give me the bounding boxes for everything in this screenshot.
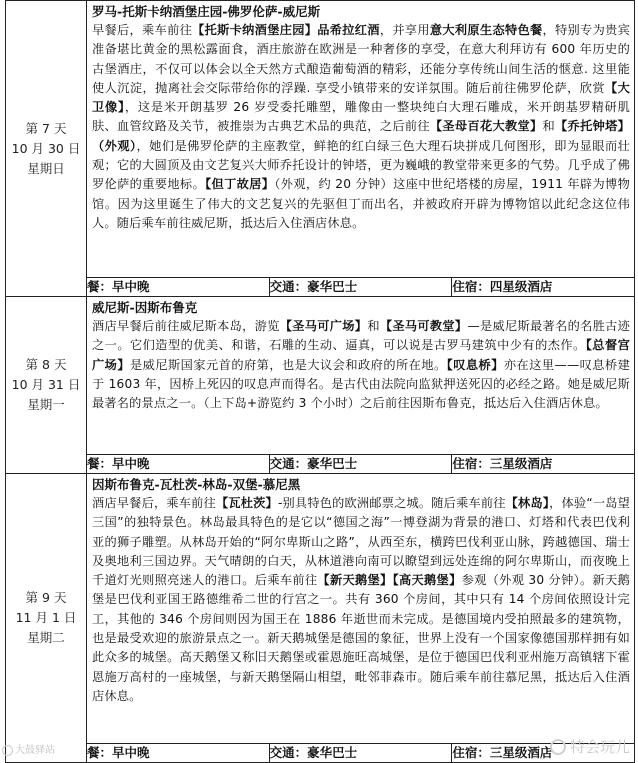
day-footer-row	[6, 744, 635, 763]
route-title: 因斯布鲁克-瓦杜茨-林岛-双堡-慕尼黑	[92, 477, 301, 492]
meals-text: 餐：早中晚	[87, 279, 150, 294]
day-description	[92, 494, 630, 706]
transport-cell	[269, 744, 452, 763]
day-day: 第 9 天	[25, 590, 67, 605]
route-title: 罗马-托斯卡纳酒堡庄园-佛罗伦萨-威尼斯	[92, 4, 321, 19]
watermark-left-text: 大鼓驿站	[15, 745, 55, 756]
day-footer-row	[6, 455, 635, 474]
day-cell	[6, 297, 87, 474]
watermark-right-text: 特会玩儿	[569, 738, 630, 756]
lodging-text: 住宿：四星级酒店	[452, 279, 553, 294]
itinerary-table	[5, 0, 635, 763]
transport-text: 交通：豪华巴士	[269, 279, 358, 294]
lodging-text: 住宿：三星级酒店	[452, 745, 553, 760]
transport-cell	[269, 278, 452, 297]
transport-text: 交通：豪华巴士	[269, 456, 358, 471]
day-content	[87, 474, 635, 744]
lodging-text: 住宿：三星级酒店	[452, 456, 553, 471]
description-text: 亦在这里——叹息桥建于 1603 年，因桥上死囚的叹息声而得名。是古代由法院向监狱押送死囚的必经之路。她是威尼斯最著名的景点之一。（上下岛+游览约 3 个小时）之后前往因斯布鲁克，抵达后入住酒店休息。	[92, 357, 630, 411]
description-text: 和	[542, 119, 556, 134]
day-description	[92, 317, 630, 413]
description-text: （外观，约 20 分钟）这座中世纪塔楼的房屋，1911 年辟为博物馆。因为这里诞生了伟大的文艺复兴的先驱但丁而出名，并被政府开辟为博物馆以此纪念这位伟人。随后乘车前往威尼斯，抵达后入住酒店休息。	[92, 177, 630, 230]
description-text: -别具特色的欧洲邮票之城。随后乘车前往	[277, 496, 506, 510]
day-day: 第 7 天	[25, 120, 67, 136]
description-text: 是威尼斯国家元首的府第，也是大议会和政府的所在地。	[130, 357, 447, 372]
watermark-logo-icon	[550, 739, 566, 755]
day-row	[6, 1, 635, 278]
transport-cell	[269, 455, 452, 474]
description-text: ，这是米开朗基罗 26 岁受委托雕塑，雕像由一整块纯白大理石雕成，米开朗基罗精研肌肤、血管纹路及关节，被推崇为古典艺术品的典范，之后前往	[92, 100, 630, 134]
day-content	[87, 1, 635, 278]
description-text: 和	[367, 319, 380, 333]
description-text: ，体验“一岛望三国”的独特景色。林岛最具特色的是它以“德国之海”一博登湖为背景的港口、灯塔和代表巴伐利亚的狮子雕塑。从林岛开始的“阿尔卑斯山之路”，从西至东，横跨巴伐利亚山脉，跨越德国、瑞士及奥地利三国边界。天气晴朗的白天，从林道港向南可以瞭望到远处连绵的阿尔卑斯山，而夜晚上千道灯光则照亮迷人的港口。后乘车前往	[92, 496, 631, 588]
description-text: —是威尼斯最著名的名胜古迹之一。它们造型的优美、和谐，石雕的生动、逼真，可以说是古罗马建筑中少有的杰作。	[92, 319, 631, 353]
highlight-text: 【圣母百花大教堂】	[429, 119, 543, 134]
description-text: ，她们是佛罗伦萨的主座教堂，鲜艳的红白绿三色大理石块拼成几何图形，即为显眼而壮观；它的大圆顶及由文艺复兴大师乔托设计的钟塔，更为巍峨的教堂带来更多的气势。几乎成了佛罗伦萨的重要地标。	[92, 138, 630, 192]
day-date: 10 月 31 日	[11, 377, 81, 392]
highlight-text: 【圣马可教堂】	[379, 319, 468, 333]
watermark-right	[550, 736, 630, 757]
highlight-text: 【托斯卡纳酒堡庄园】品希拉红酒	[192, 23, 380, 37]
highlight-text: 【叹息桥】	[446, 357, 504, 372]
day-row	[6, 297, 635, 455]
highlight-text: 【乔托钟塔】（外观）	[92, 119, 631, 153]
meals-cell	[87, 744, 270, 763]
day-row	[6, 474, 635, 744]
meals-cell	[87, 455, 270, 474]
highlight-text: 【新天鹅堡】【高天鹅堡】	[317, 573, 462, 588]
description-text: 酒店早餐后，乘车前往	[92, 496, 216, 510]
day-day: 第 8 天	[25, 357, 67, 372]
meals-cell	[87, 278, 270, 297]
day-weekday: 星期日	[27, 160, 65, 176]
meals-text: 餐：早中晚	[87, 745, 150, 760]
lodging-cell	[452, 455, 635, 474]
lodging-cell	[452, 278, 635, 297]
day-cell	[6, 474, 87, 763]
day-cell	[6, 1, 87, 297]
highlight-text: 【大卫像】	[92, 80, 630, 115]
watermark-left	[2, 741, 55, 756]
highlight-text: 【瓦杜茨】	[215, 496, 278, 510]
highlight-text: 【圣马可广场】	[279, 319, 368, 333]
meals-text: 餐：早中晚	[87, 456, 150, 471]
description-text: 早餐后，乘车前往	[92, 23, 193, 37]
day-weekday: 星期二	[27, 630, 65, 645]
weibo-logo-icon	[2, 745, 13, 756]
description-text: ，特别专为贵宾准备堪比黄金的黑松露面食，酒庄旅游在欧洲是一种奢侈的享受，在意大利拜访有 600 年历史的古堡酒庄，不仅可以体会以全天然方式酿造葡萄酒的精彩，还能分享传统山间生活的惬意. 这里能使人沉淀，抛离社会交际带给你的浮躁. 享受小镇带来的安详氛围。随后前往佛罗伦萨，欣赏	[92, 23, 630, 95]
description-text: ，并享用	[379, 23, 430, 37]
highlight-text: 【林岛】	[505, 496, 550, 510]
highlight-text: 【但丁故居】	[205, 177, 275, 192]
route-title: 威尼斯-因斯布鲁克	[92, 300, 198, 315]
day-description	[92, 21, 630, 233]
day-content	[87, 297, 635, 455]
description-text: 酒店早餐后前往威尼斯本岛，游览	[92, 319, 280, 333]
highlight-text: 意大利原生态特色餐	[429, 23, 543, 37]
day-weekday: 星期一	[27, 397, 65, 412]
day-date: 11 月 1 日	[15, 610, 77, 625]
highlight-text: 【总督宫广场】	[92, 338, 630, 372]
transport-text: 交通：豪华巴士	[269, 745, 358, 760]
description-text: 参观（外观 30 分钟）。新天鹅堡是巴伐利亚国王路德维希二世的行宫之一。共有 360 个房间，其中只有 14 个房间依照设计完工，其他的 346 个房间则因为国王在 1886 年逝世而未完成。是德国境内受拍照最多的建筑物，也是最受欢迎的旅游景点之一。新天鹅城堡是德国的象征，世界上没有一个国家像德国那样拥有如此众多的城堡。高天鹅堡又称旧天鹅堡或霍恩施旺高城堡，是位于德国巴伐利亚州施万高镇辖下霍恩施万高村的一座城堡，与新天鹅堡隔山相望，毗邻菲森市。随后乘车前往慕尼黑，抵达后入住酒店休息。	[92, 573, 630, 703]
day-footer-row	[6, 278, 635, 297]
day-date: 10 月 30 日	[11, 140, 81, 156]
